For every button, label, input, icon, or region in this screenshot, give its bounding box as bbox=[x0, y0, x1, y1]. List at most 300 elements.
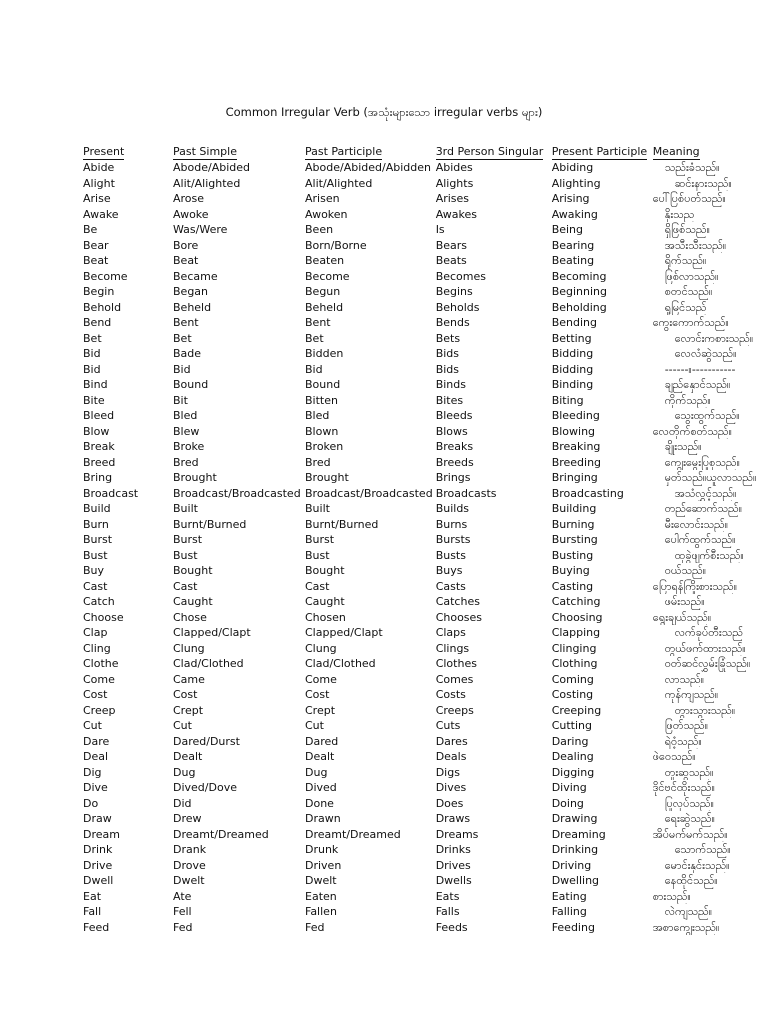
cell-past-simple: Ate bbox=[173, 889, 192, 903]
cell-present-participle: Choosing bbox=[551, 610, 603, 624]
table-row bbox=[80, 284, 763, 300]
cell-present-participle: Broadcasting bbox=[551, 486, 624, 500]
cell-present: Come bbox=[83, 672, 115, 686]
cell-past-simple: Was/Were bbox=[173, 223, 228, 236]
cell-past-simple: Cost bbox=[173, 688, 198, 701]
cell-third-person-singular: Catches bbox=[435, 595, 480, 608]
cell-past-participle: Begun bbox=[305, 285, 341, 298]
cell-present-participle: Betting bbox=[551, 331, 592, 345]
header-present-participle: Present Participle bbox=[551, 145, 648, 158]
cell-past-participle: Done bbox=[305, 796, 334, 810]
cell-meaning: ရှုမြင်သည် bbox=[664, 300, 707, 314]
table-row bbox=[80, 532, 763, 548]
table-row bbox=[80, 191, 763, 207]
cell-present-participle: Building bbox=[551, 502, 597, 515]
table-row bbox=[80, 455, 763, 471]
cell-present-participle: Clinging bbox=[551, 641, 597, 655]
header-present: Present bbox=[83, 145, 125, 158]
cell-past-simple: Brought bbox=[173, 471, 217, 484]
cell-past-participle: Bidden bbox=[305, 347, 344, 360]
table-row bbox=[80, 920, 763, 936]
cell-past-simple: Burst bbox=[173, 533, 203, 546]
header-past-simple: Past Simple bbox=[173, 145, 237, 158]
table-row bbox=[80, 501, 763, 517]
cell-present: Deal bbox=[83, 750, 109, 763]
cell-past-participle: Clapped/Clapt bbox=[305, 626, 383, 639]
cell-meaning: သွေးထွက်သည်။ bbox=[674, 409, 740, 422]
cell-third-person-singular: Busts bbox=[435, 548, 466, 562]
table-row bbox=[80, 734, 763, 750]
cell-present-participle: Biting bbox=[551, 393, 584, 407]
cell-past-participle: Dared bbox=[305, 734, 339, 748]
table-row bbox=[80, 718, 763, 734]
cell-meaning: တွားသွားသည်။ bbox=[674, 703, 736, 717]
cell-present: Break bbox=[83, 440, 115, 453]
cell-present-participle: Blowing bbox=[551, 424, 596, 438]
cell-meaning: မီးလောင်းသည်။ bbox=[664, 517, 729, 531]
cell-present: Clothe bbox=[83, 657, 119, 670]
cell-present-participle: Feeding bbox=[551, 920, 595, 934]
cell-third-person-singular: Binds bbox=[435, 378, 466, 391]
cell-present: Catch bbox=[83, 595, 115, 608]
table-row bbox=[80, 703, 763, 719]
cell-meaning: ------။----------- bbox=[664, 362, 736, 376]
cell-past-simple: Drove bbox=[173, 858, 206, 872]
header-past-participle: Past Participle bbox=[305, 145, 383, 158]
cell-past-simple: Dug bbox=[173, 765, 196, 779]
cell-present: Bring bbox=[83, 471, 113, 484]
cell-present-participle: Diving bbox=[551, 781, 587, 794]
table-row bbox=[80, 594, 763, 610]
cell-present: Be bbox=[83, 223, 98, 236]
cell-third-person-singular: Awakes bbox=[435, 207, 477, 221]
cell-present-participle: Costing bbox=[551, 688, 594, 701]
cell-past-participle: Beheld bbox=[305, 300, 344, 314]
cell-meaning: နေထိုင်သည်။ bbox=[664, 874, 718, 887]
cell-meaning: သည်းခံသည်။ bbox=[664, 161, 720, 174]
cell-present-participle: Busting bbox=[551, 548, 594, 562]
cell-present-participle: Eating bbox=[551, 889, 587, 903]
cell-meaning: မောင်းနှင်းသည်။ bbox=[664, 858, 730, 872]
table-row bbox=[80, 842, 763, 858]
cell-third-person-singular: Blows bbox=[435, 424, 468, 438]
cell-present: Clap bbox=[83, 626, 108, 639]
cell-third-person-singular: Does bbox=[435, 796, 464, 810]
cell-third-person-singular: Claps bbox=[435, 626, 466, 639]
cell-past-participle: Burnt/Burned bbox=[305, 517, 379, 531]
cell-meaning: အသီးသီးသည်။ bbox=[664, 238, 727, 252]
cell-present: Bind bbox=[83, 378, 108, 391]
page-title: Common Irregular Verb (အသုံးများသော irregular verbs များ) bbox=[225, 105, 543, 119]
cell-present: Awake bbox=[83, 207, 119, 221]
cell-present-participle: Burning bbox=[551, 517, 595, 531]
cell-present: Dive bbox=[83, 781, 108, 794]
table-row bbox=[80, 470, 763, 486]
cell-third-person-singular: Dives bbox=[435, 781, 467, 794]
cell-third-person-singular: Bets bbox=[435, 331, 461, 345]
table-row bbox=[80, 889, 763, 905]
cell-meaning: ပေါက်ထွက်သည်။ bbox=[664, 533, 736, 546]
table-row bbox=[80, 408, 763, 424]
table-row bbox=[80, 300, 763, 316]
cell-third-person-singular: Breeds bbox=[435, 455, 474, 469]
cell-meaning: လဲကျသည်။ bbox=[664, 905, 713, 918]
cell-present: Bet bbox=[83, 331, 102, 345]
cell-present: Bend bbox=[83, 316, 112, 329]
cell-third-person-singular: Drinks bbox=[435, 843, 471, 856]
cell-meaning: ရဲဝံ့သည်။ bbox=[664, 734, 702, 748]
cell-meaning: ဖြတ်သည်။ bbox=[664, 719, 709, 732]
table-row bbox=[80, 904, 763, 920]
cell-meaning: ပေါ်ပြစ်ပတ်သည်။ bbox=[652, 192, 726, 205]
cell-past-participle: Been bbox=[305, 223, 334, 236]
cell-present: Build bbox=[83, 502, 111, 515]
cell-third-person-singular: Begins bbox=[435, 285, 473, 298]
cell-present: Buy bbox=[83, 564, 105, 577]
cell-third-person-singular: Bends bbox=[435, 316, 470, 329]
header-meaning: Meaning bbox=[652, 145, 700, 158]
cell-past-participle: Blown bbox=[305, 424, 339, 438]
cell-past-participle: Arisen bbox=[305, 192, 340, 205]
table-row bbox=[80, 315, 763, 331]
cell-third-person-singular: Digs bbox=[435, 765, 460, 779]
cell-third-person-singular: Clothes bbox=[435, 657, 477, 670]
table-header-row bbox=[80, 143, 763, 160]
cell-third-person-singular: Creeps bbox=[435, 703, 474, 717]
table-row bbox=[80, 238, 763, 254]
cell-present-participle: Coming bbox=[551, 672, 594, 686]
cell-meaning: အိပ်မက်မက်သည်။ bbox=[652, 827, 728, 841]
cell-meaning: တွယ်ဖက်ထားသည်။ bbox=[664, 641, 746, 655]
cell-meaning: ဖြစ်လာသည်။ bbox=[664, 269, 719, 283]
cell-past-participle: Fallen bbox=[305, 905, 337, 918]
cell-past-participle: Bet bbox=[305, 331, 324, 345]
cell-past-simple: Crept bbox=[173, 703, 204, 717]
cell-third-person-singular: Chooses bbox=[435, 610, 483, 624]
table-row bbox=[80, 858, 763, 874]
cell-past-participle: Clad/Clothed bbox=[305, 657, 376, 670]
cell-present: Draw bbox=[83, 812, 112, 825]
cell-third-person-singular: Falls bbox=[435, 905, 460, 918]
cell-third-person-singular: Broadcasts bbox=[435, 486, 497, 500]
cell-third-person-singular: Brings bbox=[435, 471, 471, 484]
table-row bbox=[80, 269, 763, 285]
cell-past-participle: Burst bbox=[305, 533, 335, 546]
cell-present: Begin bbox=[83, 285, 115, 298]
cell-past-simple: Bore bbox=[173, 238, 199, 252]
cell-present-participle: Awaking bbox=[551, 207, 598, 221]
cell-past-participle: Dived bbox=[305, 781, 337, 794]
cell-past-simple: Bet bbox=[173, 331, 192, 345]
cell-present-participle: Bidding bbox=[551, 347, 594, 360]
cell-present: Do bbox=[83, 796, 99, 810]
cell-past-simple: Dreamt/Dreamed bbox=[173, 827, 269, 841]
cell-past-simple: Bound bbox=[173, 378, 209, 391]
cell-present-participle: Arising bbox=[551, 192, 590, 205]
cell-present: Breed bbox=[83, 455, 116, 469]
cell-past-simple: Chose bbox=[173, 610, 207, 624]
cell-past-simple: Fell bbox=[173, 905, 192, 918]
cell-meaning: ကျွေးမွေးပြုစုသည်။ bbox=[664, 455, 740, 469]
cell-past-participle: Dreamt/Dreamed bbox=[305, 827, 401, 841]
cell-past-simple: Burnt/Burned bbox=[173, 517, 247, 531]
cell-meaning: ကွေးကောက်သည်။ bbox=[652, 316, 729, 329]
cell-past-simple: Dealt bbox=[173, 750, 203, 763]
table-row bbox=[80, 331, 763, 347]
cell-third-person-singular: Drives bbox=[435, 858, 471, 872]
cell-present: Abide bbox=[83, 161, 115, 174]
cell-past-participle: Bound bbox=[305, 378, 341, 391]
cell-past-simple: Built bbox=[173, 502, 198, 515]
cell-present-participle: Driving bbox=[551, 858, 592, 872]
cell-meaning: ရွေးချယ်သည်။ bbox=[652, 610, 712, 624]
cell-past-simple: Drank bbox=[173, 843, 207, 856]
irregular-verbs-table bbox=[80, 143, 763, 935]
cell-present: Arise bbox=[83, 192, 111, 205]
cell-third-person-singular: Clings bbox=[435, 641, 470, 655]
cell-past-simple: Clung bbox=[173, 641, 205, 655]
cell-third-person-singular: Buys bbox=[435, 564, 463, 577]
table-row bbox=[80, 424, 763, 440]
cell-present-participle: Drinking bbox=[551, 843, 599, 856]
cell-past-participle: Bent bbox=[305, 316, 331, 329]
cell-present: Drink bbox=[83, 843, 113, 856]
cell-past-simple: Cast bbox=[173, 579, 198, 593]
table-row bbox=[80, 377, 763, 393]
cell-meaning: တူးဆွသည်။ bbox=[664, 765, 714, 779]
table-row bbox=[80, 656, 763, 672]
cell-present: Dig bbox=[83, 765, 102, 779]
cell-present-participle: Dwelling bbox=[551, 874, 600, 887]
cell-past-simple: Clad/Clothed bbox=[173, 657, 244, 670]
table-row bbox=[80, 253, 763, 269]
table-row bbox=[80, 579, 763, 595]
cell-present-participle: Dreaming bbox=[551, 827, 606, 841]
table-row bbox=[80, 796, 763, 812]
table-row bbox=[80, 160, 763, 176]
cell-past-simple: Blew bbox=[173, 424, 200, 438]
cell-meaning: လောင်းကစားသည်။ bbox=[674, 331, 754, 345]
cell-third-person-singular: Beholds bbox=[435, 300, 480, 314]
cell-present: Dream bbox=[83, 827, 120, 841]
cell-third-person-singular: Draws bbox=[435, 812, 471, 825]
cell-meaning: ရိုက်သည်။ bbox=[664, 254, 707, 267]
cell-present-participle: Abiding bbox=[551, 161, 594, 174]
cell-past-participle: Driven bbox=[305, 858, 342, 872]
cell-meaning: ဆင်းနားသည်။ bbox=[674, 176, 732, 190]
cell-past-participle: Cut bbox=[305, 719, 324, 732]
table-row bbox=[80, 811, 763, 827]
cell-present-participle: Beating bbox=[551, 254, 595, 267]
cell-meaning: လက်ခုပ်တီးသည် bbox=[674, 626, 743, 639]
cell-meaning: အစာကျွေးသည်။ bbox=[652, 920, 720, 934]
cell-third-person-singular: Abides bbox=[435, 161, 473, 174]
cell-past-participle: Dug bbox=[305, 765, 328, 779]
cell-present-participle: Casting bbox=[551, 579, 594, 593]
cell-past-participle: Clung bbox=[305, 641, 337, 655]
cell-present-participle: Bearing bbox=[551, 238, 595, 252]
cell-present-participle: Breaking bbox=[551, 440, 601, 453]
cell-past-simple: Arose bbox=[173, 192, 205, 205]
cell-past-participle: Caught bbox=[305, 595, 345, 608]
cell-past-participle: Bled bbox=[305, 409, 330, 422]
cell-past-simple: Beat bbox=[173, 254, 199, 267]
table-row bbox=[80, 672, 763, 688]
table-row bbox=[80, 780, 763, 796]
cell-past-participle: Bust bbox=[305, 548, 330, 562]
cell-past-simple: Bred bbox=[173, 455, 199, 469]
cell-meaning: ချိုးသည်။ bbox=[664, 440, 702, 453]
cell-meaning: တည်ဆောက်သည်။ bbox=[664, 502, 743, 515]
cell-meaning: ဝတ်ဆင်လွှမ်းခြုံသည်။ bbox=[664, 657, 751, 670]
cell-third-person-singular: Is bbox=[435, 223, 445, 236]
cell-past-participle: Dwelt bbox=[305, 874, 337, 887]
table-row bbox=[80, 827, 763, 843]
cell-present: Blow bbox=[83, 424, 110, 438]
table-row bbox=[80, 563, 763, 579]
cell-past-simple: Fed bbox=[173, 920, 193, 934]
table-row bbox=[80, 222, 763, 238]
cell-past-participle: Born/Borne bbox=[305, 238, 367, 252]
cell-past-simple: Became bbox=[173, 269, 218, 283]
cell-past-simple: Caught bbox=[173, 595, 213, 608]
cell-third-person-singular: Casts bbox=[435, 579, 466, 593]
cell-third-person-singular: Costs bbox=[435, 688, 466, 701]
cell-meaning: မှတ်သည်။ယူလာသည်။ bbox=[664, 471, 757, 484]
table-row bbox=[80, 393, 763, 409]
cell-meaning: ရေးဆွဲသည်။ bbox=[664, 812, 716, 825]
cell-present: Alight bbox=[83, 176, 115, 190]
cell-present: Drive bbox=[83, 858, 113, 872]
cell-present-participle: Catching bbox=[551, 595, 601, 608]
cell-third-person-singular: Dares bbox=[435, 734, 468, 748]
cell-present-participle: Clapping bbox=[551, 626, 601, 639]
cell-present: Bleed bbox=[83, 409, 115, 422]
table-row bbox=[80, 362, 763, 378]
cell-third-person-singular: Alights bbox=[435, 176, 474, 190]
cell-past-participle: Fed bbox=[305, 920, 325, 934]
cell-present-participle: Becoming bbox=[551, 269, 607, 283]
cell-third-person-singular: Comes bbox=[435, 672, 474, 686]
cell-meaning: သောက်သည်။ bbox=[674, 843, 731, 856]
cell-present-participle: Drawing bbox=[551, 812, 598, 825]
cell-third-person-singular: Bleeds bbox=[435, 409, 473, 422]
cell-past-participle: Eaten bbox=[305, 889, 337, 903]
cell-meaning: ချည်နှောင်သည်။ bbox=[664, 378, 731, 391]
cell-meaning: ကိုက်သည်။ bbox=[664, 393, 711, 407]
cell-present-participle: Breeding bbox=[551, 455, 602, 469]
cell-present-participle: Falling bbox=[551, 905, 587, 918]
cell-past-simple: Clapped/Clapt bbox=[173, 626, 251, 639]
cell-past-simple: Dived/Dove bbox=[173, 781, 237, 794]
cell-present-participle: Beginning bbox=[551, 285, 607, 298]
cell-past-simple: Broadcast/Broadcasted bbox=[173, 486, 301, 500]
cell-past-participle: Built bbox=[305, 502, 330, 515]
cell-present-participle: Digging bbox=[551, 765, 595, 779]
cell-past-participle: Become bbox=[305, 269, 350, 283]
cell-past-participle: Alit/Alighted bbox=[305, 176, 373, 190]
cell-past-participle: Bid bbox=[305, 362, 323, 376]
cell-meaning: ပြုလုပ်သည်။ bbox=[664, 796, 714, 810]
cell-third-person-singular: Bears bbox=[435, 238, 467, 252]
cell-third-person-singular: Becomes bbox=[435, 269, 486, 283]
table-row bbox=[80, 687, 763, 703]
cell-past-participle: Crept bbox=[305, 703, 336, 717]
cell-past-simple: Dared/Durst bbox=[173, 734, 240, 748]
cell-present-participle: Bringing bbox=[551, 471, 598, 484]
cell-present-participle: Daring bbox=[551, 734, 589, 748]
table-row bbox=[80, 873, 763, 889]
table-row bbox=[80, 625, 763, 641]
cell-past-participle: Bought bbox=[305, 564, 345, 577]
cell-present-participle: Binding bbox=[551, 378, 594, 391]
table-row bbox=[80, 548, 763, 564]
cell-third-person-singular: Bursts bbox=[435, 533, 471, 546]
cell-meaning: စတင်သည်။ bbox=[664, 285, 713, 298]
cell-past-simple: Drew bbox=[173, 812, 202, 825]
cell-meaning: ရှိဖြစ်သည်။ bbox=[664, 223, 710, 236]
cell-past-participle: Awoken bbox=[305, 207, 348, 221]
cell-present: Dwell bbox=[83, 874, 114, 887]
cell-past-participle: Come bbox=[305, 672, 337, 686]
cell-present: Cut bbox=[83, 719, 102, 732]
table-row bbox=[80, 517, 763, 533]
cell-present-participle: Beholding bbox=[551, 300, 607, 314]
cell-present-participle: Cutting bbox=[551, 719, 592, 732]
cell-meaning: ဝယ်သည်။ bbox=[664, 564, 707, 577]
cell-past-participle: Abode/Abided/Abidden bbox=[305, 161, 431, 174]
cell-past-participle: Broken bbox=[305, 440, 344, 453]
cell-past-simple: Bust bbox=[173, 548, 198, 562]
cell-meaning: ဒိုင်ဗင်ထိုးသည်။ bbox=[652, 781, 715, 794]
cell-present: Fall bbox=[83, 905, 102, 918]
cell-past-simple: Bid bbox=[173, 362, 191, 376]
cell-present-participle: Dealing bbox=[551, 750, 594, 763]
cell-past-simple: Began bbox=[173, 285, 209, 298]
cell-present: Bear bbox=[83, 238, 109, 252]
cell-present: Creep bbox=[83, 703, 116, 717]
cell-third-person-singular: Feeds bbox=[435, 920, 468, 934]
table-row bbox=[80, 610, 763, 626]
cell-past-simple: Beheld bbox=[173, 300, 212, 314]
cell-past-simple: Alit/Alighted bbox=[173, 176, 241, 190]
table-row bbox=[80, 765, 763, 781]
cell-third-person-singular: Dwells bbox=[435, 874, 472, 887]
cell-meaning: ကုန်ကျသည်။ bbox=[664, 688, 719, 701]
cell-present: Beat bbox=[83, 254, 109, 267]
cell-past-participle: Drawn bbox=[305, 812, 341, 825]
cell-present-participle: Creeping bbox=[551, 703, 602, 717]
cell-meaning: လေတိုက်စတ်သည်။ bbox=[652, 424, 732, 438]
cell-past-simple: Came bbox=[173, 672, 205, 686]
cell-present: Burst bbox=[83, 533, 113, 546]
cell-present: Cling bbox=[83, 641, 111, 655]
cell-past-participle: Broadcast/Broadcasted bbox=[305, 486, 433, 500]
cell-meaning: ပြောရန်ကြိုးစားသည်။ bbox=[652, 579, 738, 593]
cell-past-participle: Bred bbox=[305, 455, 331, 469]
cell-past-participle: Beaten bbox=[305, 254, 345, 267]
cell-third-person-singular: Breaks bbox=[435, 440, 474, 453]
table-row bbox=[80, 207, 763, 223]
cell-present: Cost bbox=[83, 688, 108, 701]
cell-present-participle: Buying bbox=[551, 564, 590, 577]
cell-present-participle: Bending bbox=[551, 316, 597, 329]
cell-past-simple: Abode/Abided bbox=[173, 161, 250, 174]
cell-third-person-singular: Eats bbox=[435, 889, 460, 903]
cell-third-person-singular: Arises bbox=[435, 192, 470, 205]
cell-meaning: နိုးသည bbox=[664, 207, 695, 221]
cell-third-person-singular: Deals bbox=[435, 750, 467, 763]
